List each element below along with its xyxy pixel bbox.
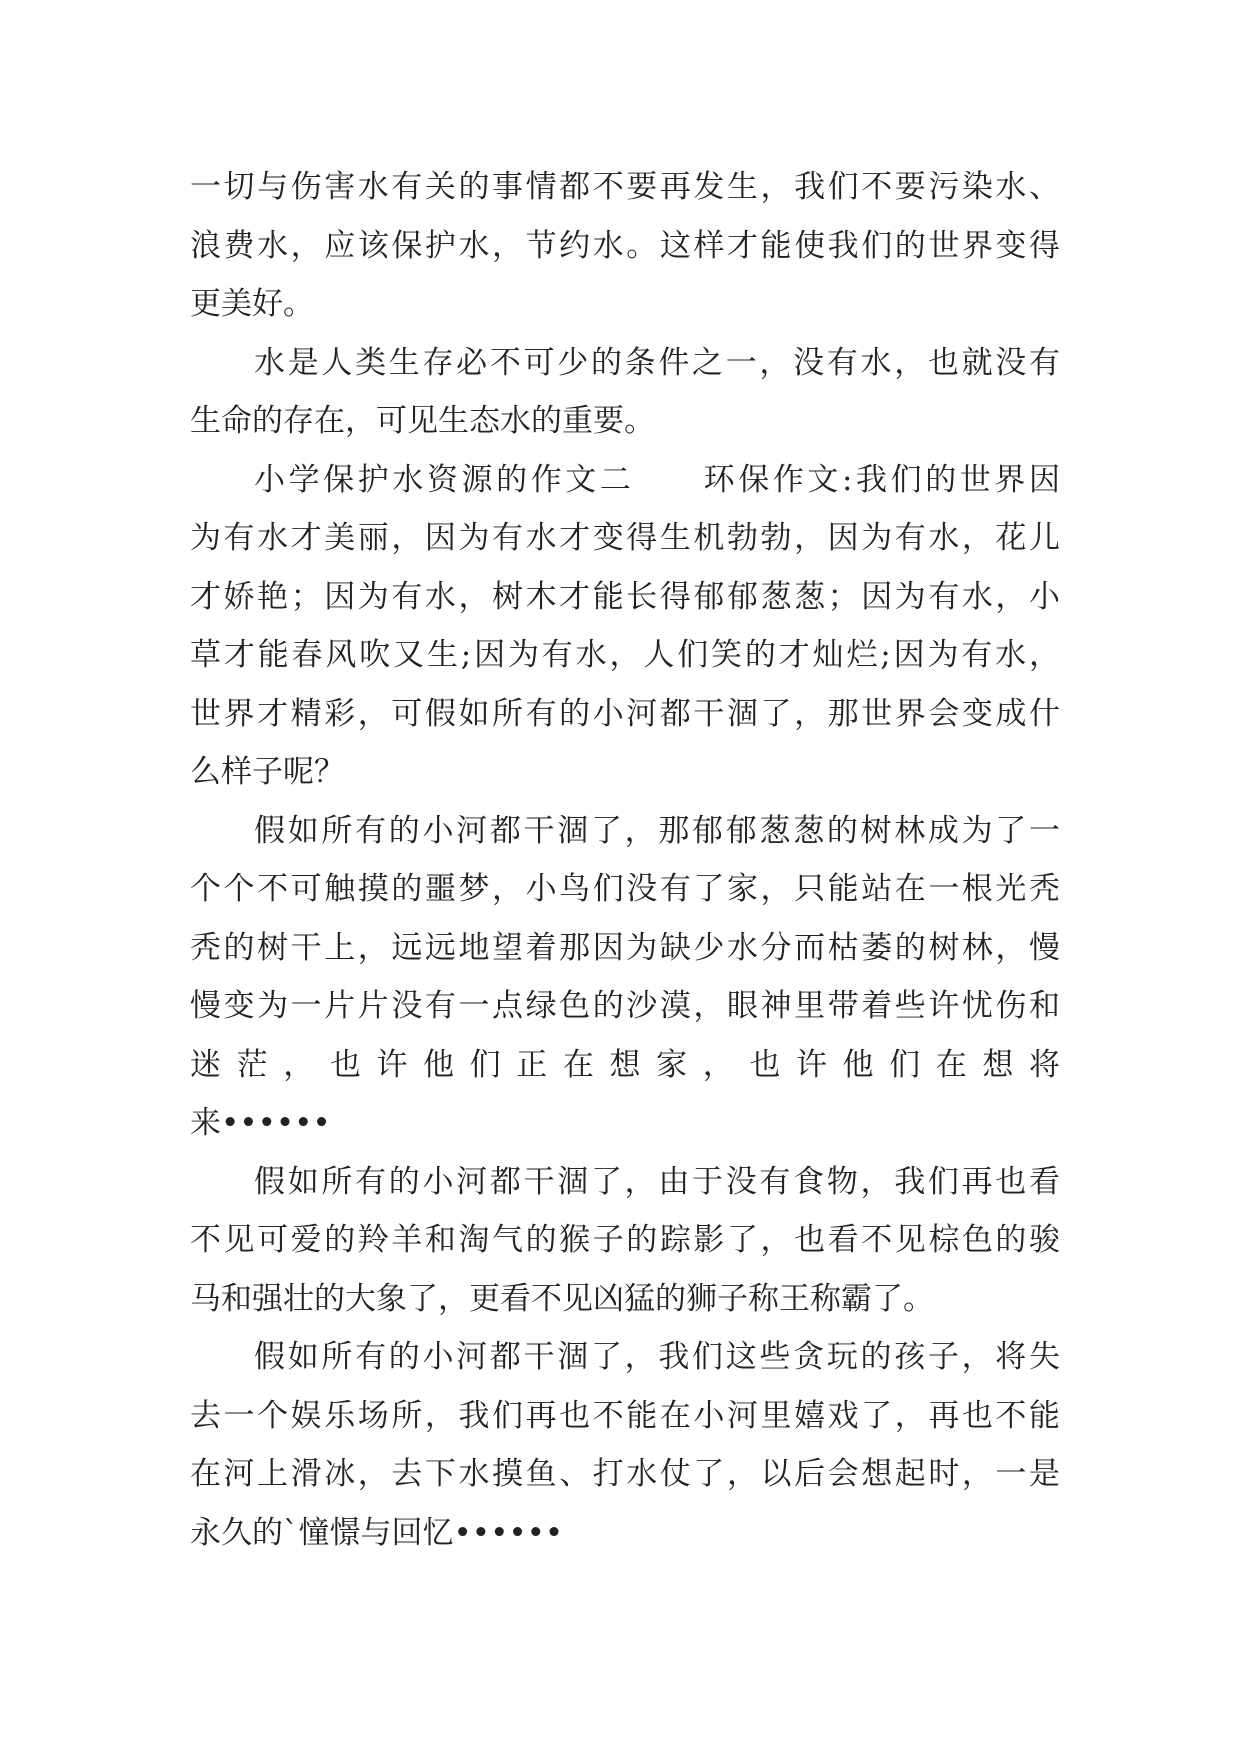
- text-line: 慢变为一片片没有一点绿色的沙漠，眼神里带着些许忧伤和: [190, 988, 1060, 1024]
- text-line: 来••••••: [190, 1105, 331, 1141]
- text-line: 永久的`憧憬与回忆••••••: [190, 1514, 564, 1551]
- paragraph-first-line: 假如所有的小河都干涸了，那郁郁葱葱的树林成为了一: [254, 812, 1060, 849]
- paragraph-first-line: 水是人类生存必不可少的条件之一，没有水，也就没有: [254, 344, 1060, 381]
- text-line: 为有水才美丽，因为有水才变得生机勃勃，因为有水，花儿: [190, 520, 1060, 556]
- text-line: 世界才精彩，可假如所有的小河都干涸了，那世界会变成什: [190, 695, 1060, 732]
- text-line: 不见可爱的羚羊和淘气的猴子的踪影了，也看不见棕色的骏: [190, 1222, 1060, 1258]
- text-line: 浪费水，应该保护水，节约水。这样才能使我们的世界变得: [190, 227, 1060, 264]
- text-line: 去一个娱乐场所，我们再也不能在小河里嬉戏了，再也不能: [190, 1397, 1060, 1434]
- text-line: 草才能春风吹又生;因为有水，人们笑的才灿烂;因为有水，: [190, 637, 1060, 673]
- paragraph-first-line: 假如所有的小河都干涸了，由于没有食物，我们再也看: [254, 1163, 1060, 1200]
- text-line: 马和强壮的大象了，更看不见凶猛的狮子称王称霸了。: [190, 1280, 934, 1317]
- document-body: [190, 158, 1060, 1562]
- text-line: 迷茫，也许他们正在想家，也许他们在想将: [190, 1046, 1060, 1083]
- text-line: 生命的存在，可见生态水的重要。: [190, 403, 655, 439]
- paragraph-first-line: 小学保护水资源的作文二 环保作文:我们的世界因: [254, 461, 1060, 498]
- text-line: 更美好。: [190, 286, 314, 322]
- text-line: 么样子呢？: [190, 754, 345, 790]
- text-line: 在河上滑冰，去下水摸鱼、打水仗了，以后会想起时，一是: [190, 1456, 1060, 1492]
- paragraph-first-line: 假如所有的小河都干涸了，我们这些贪玩的孩子，将失: [254, 1339, 1060, 1375]
- text-line: 秃的树干上，远远地望着那因为缺少水分而枯萎的树林，慢: [190, 929, 1060, 966]
- text-line: 一切与伤害水有关的事情都不要再发生，我们不要污染水、: [190, 169, 1060, 205]
- text-line: 才娇艳；因为有水，树木才能长得郁郁葱葱；因为有水，小: [190, 578, 1060, 615]
- text-line: 个个不可触摸的噩梦，小鸟们没有了家，只能站在一根光秃: [190, 871, 1060, 907]
